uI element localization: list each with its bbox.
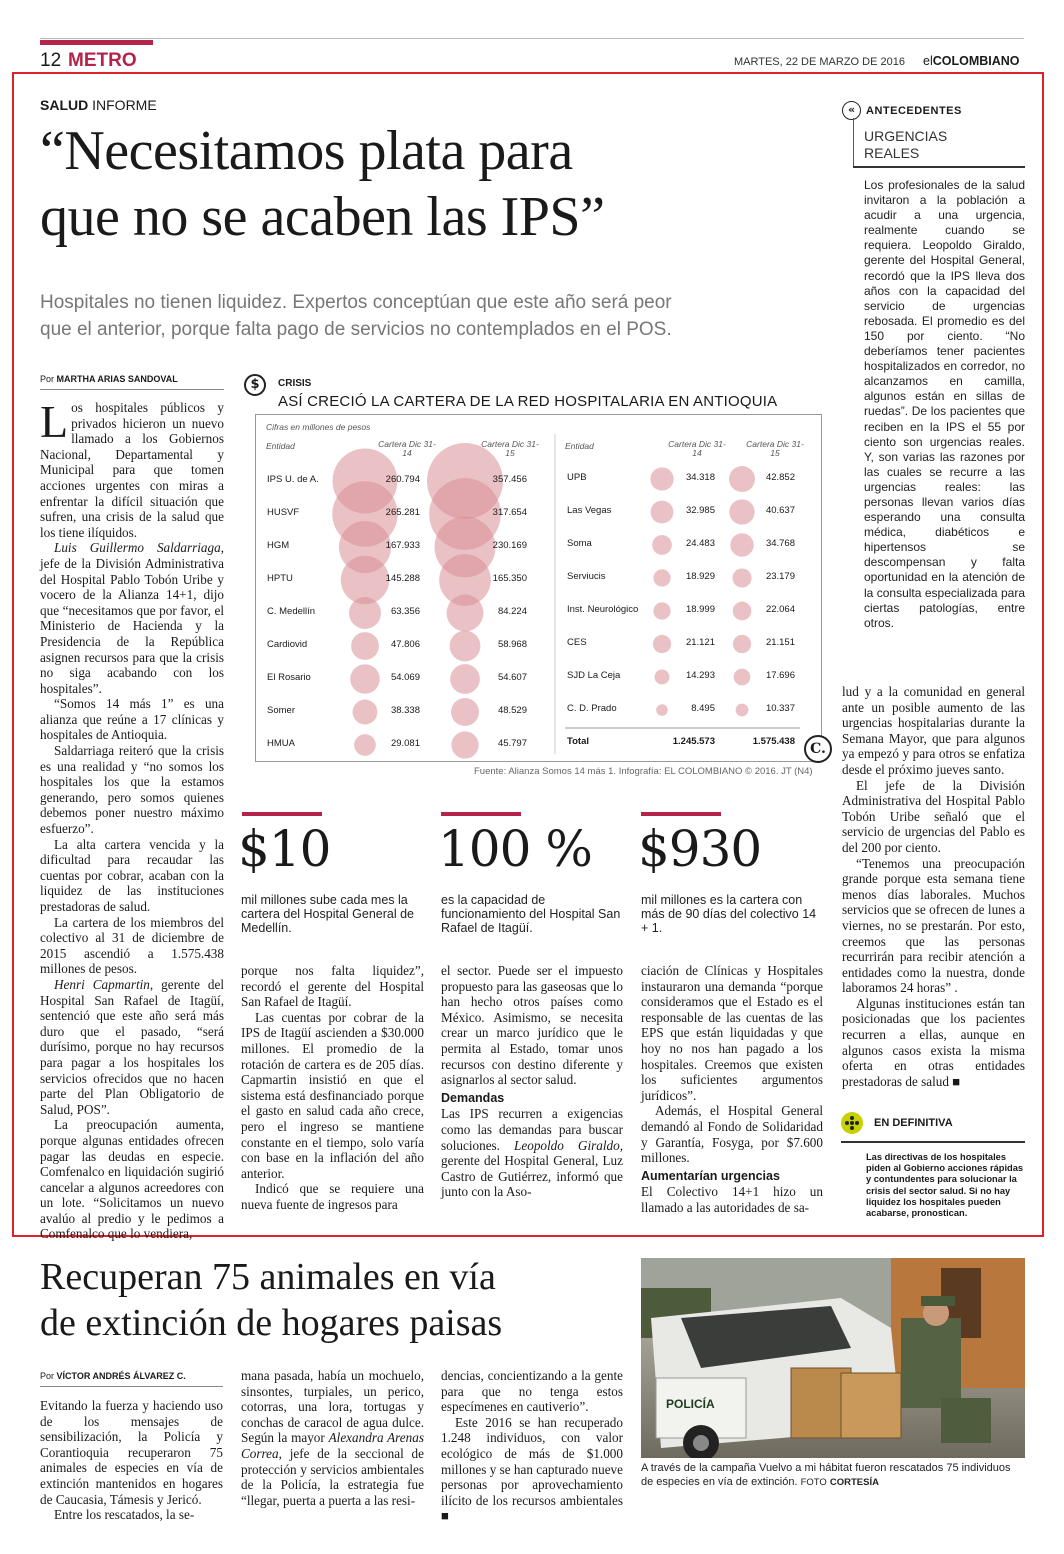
chart-value-dic15: 58.968 — [497, 639, 527, 650]
chart-value-dic15: 21.151 — [765, 637, 795, 648]
chart-entity-label: Cardiovid — [267, 639, 308, 650]
chart-kicker: CRISIS — [278, 378, 312, 389]
chart-entity-label: HPTU — [267, 573, 293, 584]
second-headline: Recuperan 75 animales en vía de extinción de hogares paisas — [40, 1256, 503, 1344]
article-column-5: lud y a la comunidad en general ante un posible aumento de las urgencias hospitalarias durante la Semana Mayor, que para algunos ya empezó y para otros se enfatiza desde el próximo jueves santo. El jefe de la División Administrativa del Hospital Pablo Tobón Uribe señaló que el servicio de urgencias del Pablo es del 200 por ciento. “Tenemos una preocupación grande porque esta semana tiene menos días laborales. Muchos servicios que se ofrecen de lunes a viernes, no se prestarán. Por esto, creemos que las personas recurrirán para recibir atención a entidades como la nuestra, donde laboramos 24 horas” . Algunas instituciones están tan posicionadas que los pacientes recurren a ellas, aunque en algunos casos exista la misma oferta en otras entidades prestadoras de salud ■ — [842, 684, 1025, 1089]
stat-text-2: es la capacidad de funcionamiento del Hospital San Rafael de Itagüí. — [441, 893, 621, 935]
svg-text:POLICÍA: POLICÍA — [666, 1397, 715, 1411]
chart-entity-label: Serviucis — [567, 571, 606, 582]
chart-value-dic15: 230.169 — [492, 540, 527, 551]
chart-value-dic14: 14.293 — [685, 670, 715, 681]
chart-header-dic14-right: Cartera Dic 31-14 — [668, 439, 726, 458]
chart-header-dic15-right: Cartera Dic 31-15 — [746, 439, 804, 458]
chart-entity-label: C. Medellín — [267, 606, 316, 617]
sidebar-divider — [853, 166, 1025, 168]
article-column-2: porque nos falta liquidez”, recordó el gerente del Hospital San Rafael de Itagüí. Las cuentas por cobrar de la IPS de Itagüí ascienden a $30.000 millones. El promedio de la rotación de cartera es de 205 días. Capmartin insistió en que el sistema está desfinanciado porque el gasto en salud cada año crece, pero el ingreso se mantiene constante en el tiempo, solo varía con base en la inflación del año anterior. Indicó que se requiere una nueva fuente de ingresos para — [241, 963, 424, 1212]
chart-value-dic15: 165.350 — [492, 573, 527, 584]
chart-entity-label: Las Vegas — [567, 505, 612, 516]
photo-caption: A través de la campaña Vuelvo a mi hábitat fueron rescatados 75 individuos de especies en vía de extinción. FOTO CORTESÍA — [641, 1462, 1011, 1488]
stat-number-2: 100 % — [438, 820, 592, 878]
chart-value-dic14: 24.483 — [685, 538, 715, 549]
chart-value-dic14: 260.794 — [385, 474, 420, 485]
chart-header-dic14: Cartera Dic 31-14 — [378, 439, 436, 458]
stat-number-1: $10 — [238, 820, 331, 878]
stat-bar-3 — [641, 812, 721, 816]
chart-value-dic15: 10.337 — [765, 703, 795, 714]
chart-value-dic14: 21.121 — [685, 637, 715, 648]
chart-value-dic14: 8.495 — [691, 703, 715, 714]
definitiva-label: EN DEFINITIVA — [874, 1117, 953, 1129]
chart-value-dic14: 47.806 — [390, 639, 420, 650]
chart-value-dic15: 23.179 — [765, 571, 795, 582]
chart-header-entity: Entidad — [266, 441, 295, 451]
chart-value-dic14: 18.929 — [685, 571, 715, 582]
chart-value-dic14: 63.356 — [390, 606, 420, 617]
kicker: SALUD INFORME — [40, 97, 157, 113]
chart-total-label: Total — [567, 736, 589, 747]
stat-bar-1 — [242, 812, 322, 816]
subhead-demandas: Demandas — [441, 1090, 505, 1105]
stat-text-3: mil millones es la cartera con más de 90 días del colectivo 14 + 1. — [641, 893, 817, 935]
sidebar-rule — [853, 118, 854, 166]
chart-value-dic15: 17.696 — [765, 670, 795, 681]
article-column-3: el sector. Puede ser el impuesto propuesto para las gaseosas que lo han hecho otros países como México. Asimismo, se necesita crear un marco jurídico que le permita al Estado, tomar unos recursos con destino diferente y asignarlos al sector salud. Demandas Las IPS recurren a exigencias como las demandas para buscar soluciones. Leopoldo Giraldo, gerente del Hospital General, Luz Castro de Gutiérrez, informó que junto con la Aso- — [441, 963, 623, 1200]
chart-value-dic15: 84.224 — [497, 606, 527, 617]
definitiva-text: Las directivas de los hospitales piden al Gobierno acciones rápidas y contundentes para solucionar la crisis del sector salud. Si no hay liquidez los hospitales pueden acabarse, pronostican. — [866, 1152, 1024, 1219]
second-byline: Por VÍCTOR ANDRÉS ÁLVAREZ C. — [40, 1371, 186, 1381]
article-column-4: ciación de Clínicas y Hospitales instauraron una demanda “porque consideramos que el Estado es el responsable de las cuentas de las EPS que están liquidadas y que hoy no nos han pagado a los hospitales. Creemos que existen los suficientes argumentos jurídicos”. Además, el Hospital General demandó al Fondo de Solidaridad y Garantía, Fosyga, por $7.600 millones. Aumentarían urgencias El Colectivo 14+1 hizo un llamado a las autoridades de sa- — [641, 963, 823, 1215]
chart-entity-label: CES — [567, 637, 587, 648]
chart-entity-label: Soma — [567, 538, 592, 549]
chart-entity-label: HGM — [267, 540, 290, 551]
chart-title: ASÍ CRECIÓ LA CARTERA DE LA RED HOSPITALARIA EN ANTIOQUIA — [278, 393, 778, 410]
article-column-1: Los hospitales públicos y privados hicieron un nuevo llamado a los Gobiernos Nacional, Departamental y Municipal para que tomen acciones urgentes con miras a enfrentar la difícil situación que sufren, una crisis de la salud que los tiene ilíquidos. Luis Guillermo Saldarriaga, jefe de la División Administrativa del Hospital Pablo Tobón Uribe y vocero de la Alianza 14+1, dijo que “necesitamos que por favor, el Ministerio de Hacienda y la Presidencia de la República asignen recursos para que la crisis no siga acabando con los hospitales”. “Somos 14 más 1” es una alianza que reúne a 17 clínicas y hospitales de Antioquia. Saldarriaga reiteró que la crisis es una realidad y “no somos los hospitales los que la estamos generando, pero somos quienes debemos poner nuestro máximo esfuerzo”. La alta cartera vencida y la dificultad para recaudar las cuentas por cobrar, acaban con la liquidez de las instituciones prestadoras de salud. La cartera de los miembros del colectivo al 31 de diciembre de 2015 ascendió a 1.575.438 millones de pesos. Henri Capmartin, gerente del Hospital San Rafael de Itagüí, sentenció que este año será más duro que el pasado, “será durísimo, porque no hay recursos para pagar a los hospitales los servicios ofrecidos que no hacen parte del Plan Obligatorio de Salud, POS”. La preocupación aumenta, porque algunas entidades ofrecen pagar las deudas en especie. Comfenalco en liquidación sugirió cancelar a algunos acreedores con un lote. “Solicitamos un nuevo avalúo al predio y le pedimos a Comfenalco que lo vendiera, — [40, 396, 224, 1242]
chart-value-dic15: 40.637 — [765, 505, 795, 516]
colombiano-logo-icon: C. — [804, 735, 832, 763]
chart-value-dic15: 54.607 — [497, 672, 527, 683]
section-color-bar — [40, 40, 153, 45]
stat-text-1: mil millones sube cada mes la cartera del Hospital General de Medellín. — [241, 893, 415, 935]
stat-number-3: $930 — [638, 820, 762, 878]
chart-value-dic15: 48.529 — [497, 705, 527, 716]
chart-entity-label: Inst. Neurológico — [567, 604, 639, 615]
second-column-3: dencias, concientizando a la gente para que no tenga estos especímenes en cautiverio”. Este 2016 se han recuperado 1.248 individuos, con valor ecológico de más de $1.000 millones y se han capturado nueve personas por aprovechamiento ilícito de los recursos ambientales ■ — [441, 1368, 624, 1524]
byline-rule — [40, 389, 224, 390]
sidebar-text: Los profesionales de la salud invitaron a la población a acudir a una urgencia, realmente cuando se requiera. Leopoldo Giraldo, gerente del Hospital General, recordó que la IPS lleva dos años con la capacidad del servicio de urgencias rebosada. El promedio es del 150 por ciento. “No deberíamos tener pacientes hospitalizados en corredor, no alcanzamos en camilla, algunos están en sillas de ruedas”. De los pacientes que reciben en la IPS el 55 por ciento son urgencias reales. Y, son varias las razones por las cuales se recurre a las urgencias reales: las personas llevan varios días esperando una consulta médica, diabéticos e hipertensos se descompensan y falta oportunidad en la atención de la consulta especializada para ciertas patologías, entre otros. — [864, 178, 1025, 630]
dots-icon — [841, 1112, 863, 1134]
chart-entity-label: SJD La Ceja — [567, 670, 621, 681]
second-column-1: Evitando la fuerza y haciendo uso de los mensajes de sensibilización, la Policía y Corantioquia recuperaron 75 animales de especies en vía de extinción mantenidos en hogares de Caucasia, Támesis y Jericó. Entre los rescatados, la se- — [40, 1398, 223, 1523]
second-column-2: mana pasada, había un mochuelo, sinsontes, turpiales, un perico, cotorras, una lora, tortugas y conchas de caracol de agua dulce. Según la mayor Alexandra Arenas Correa, jefe de la seccional de protección y servicios ambientales de la Policía, la estrategia fue “llegar, puerta a puerta a las resi- — [241, 1368, 424, 1508]
issue-date: MARTES, 22 DE MARZO DE 2016 — [734, 56, 905, 68]
chart-value-dic14: 145.288 — [385, 573, 420, 584]
chart-value-dic14: 54.069 — [390, 672, 420, 683]
chart-entity-label: UPB — [567, 472, 587, 483]
chart-value-dic15: 317.654 — [492, 507, 527, 518]
second-byline-rule — [40, 1386, 223, 1387]
chart-value-dic14: 18.999 — [685, 604, 715, 615]
chart-value-dic14: 38.338 — [390, 705, 420, 716]
chart-total-dic15: 1.575.438 — [752, 736, 795, 747]
chart-entity-label: HUSVF — [267, 507, 300, 518]
chart-value-dic14: 265.281 — [385, 507, 420, 518]
sidebar-title: URGENCIAS REALES — [864, 128, 948, 161]
chart-value-dic14: 34.318 — [685, 472, 715, 483]
page-number: 12 — [40, 50, 62, 71]
chart-value-dic15: 45.797 — [497, 738, 527, 749]
chart-units-note: Cifras en millones de pesos — [266, 422, 371, 432]
byline: Por MARTHA ARIAS SANDOVAL — [40, 374, 178, 384]
chart-entity-label: C. D. Prado — [567, 703, 617, 714]
subhead-aumentarian: Aumentarían urgencias — [641, 1168, 780, 1183]
stat-bar-2 — [441, 812, 521, 816]
police-truck-illustration — [641, 1258, 1025, 1458]
chart-value-dic14: 32.985 — [685, 505, 715, 516]
dollar-icon: $ — [244, 374, 266, 396]
chart-value-dic15: 357.456 — [492, 474, 527, 485]
chart-value-dic14: 29.081 — [390, 738, 420, 749]
sidebar-label: ANTECEDENTES — [866, 105, 962, 117]
chart-header-dic15: Cartera Dic 31-15 — [481, 439, 539, 458]
back-arrows-icon: « — [842, 101, 861, 120]
news-photo — [641, 1258, 1025, 1458]
chart-entity-label: HMUA — [267, 738, 295, 749]
main-headline: “Necesitamos plata para que no se acaben las IPS” — [40, 120, 605, 248]
chart-header-entity-right: Entidad — [565, 441, 594, 451]
chart-value-dic14: 167.933 — [385, 540, 420, 551]
definitiva-rule — [841, 1141, 1025, 1143]
section-name: METRO — [68, 50, 137, 71]
chart-entity-label: IPS U. de A. — [267, 474, 319, 485]
chart-entity-label: El Rosario — [267, 672, 311, 683]
chart-total-dic14: 1.245.573 — [672, 736, 715, 747]
chart-table — [255, 414, 822, 762]
chart-value-dic15: 42.852 — [765, 472, 795, 483]
chart-source: Fuente: Alianza Somos 14 más 1. Infografía: EL COLOMBIANO © 2016. JT (N4) — [474, 766, 813, 777]
chart-entity-label: Somer — [267, 705, 295, 716]
chart-value-dic15: 34.768 — [765, 538, 795, 549]
chart-value-dic15: 22.064 — [765, 604, 795, 615]
deck: Hospitales no tienen liquidez. Expertos conceptúan que este año será peor que el anterior, porque falta pago de servicios no contemplados en el POS. — [40, 292, 672, 340]
brand-logo: elCOLOMBIANO — [923, 54, 1020, 68]
masthead-rule — [40, 38, 1024, 39]
